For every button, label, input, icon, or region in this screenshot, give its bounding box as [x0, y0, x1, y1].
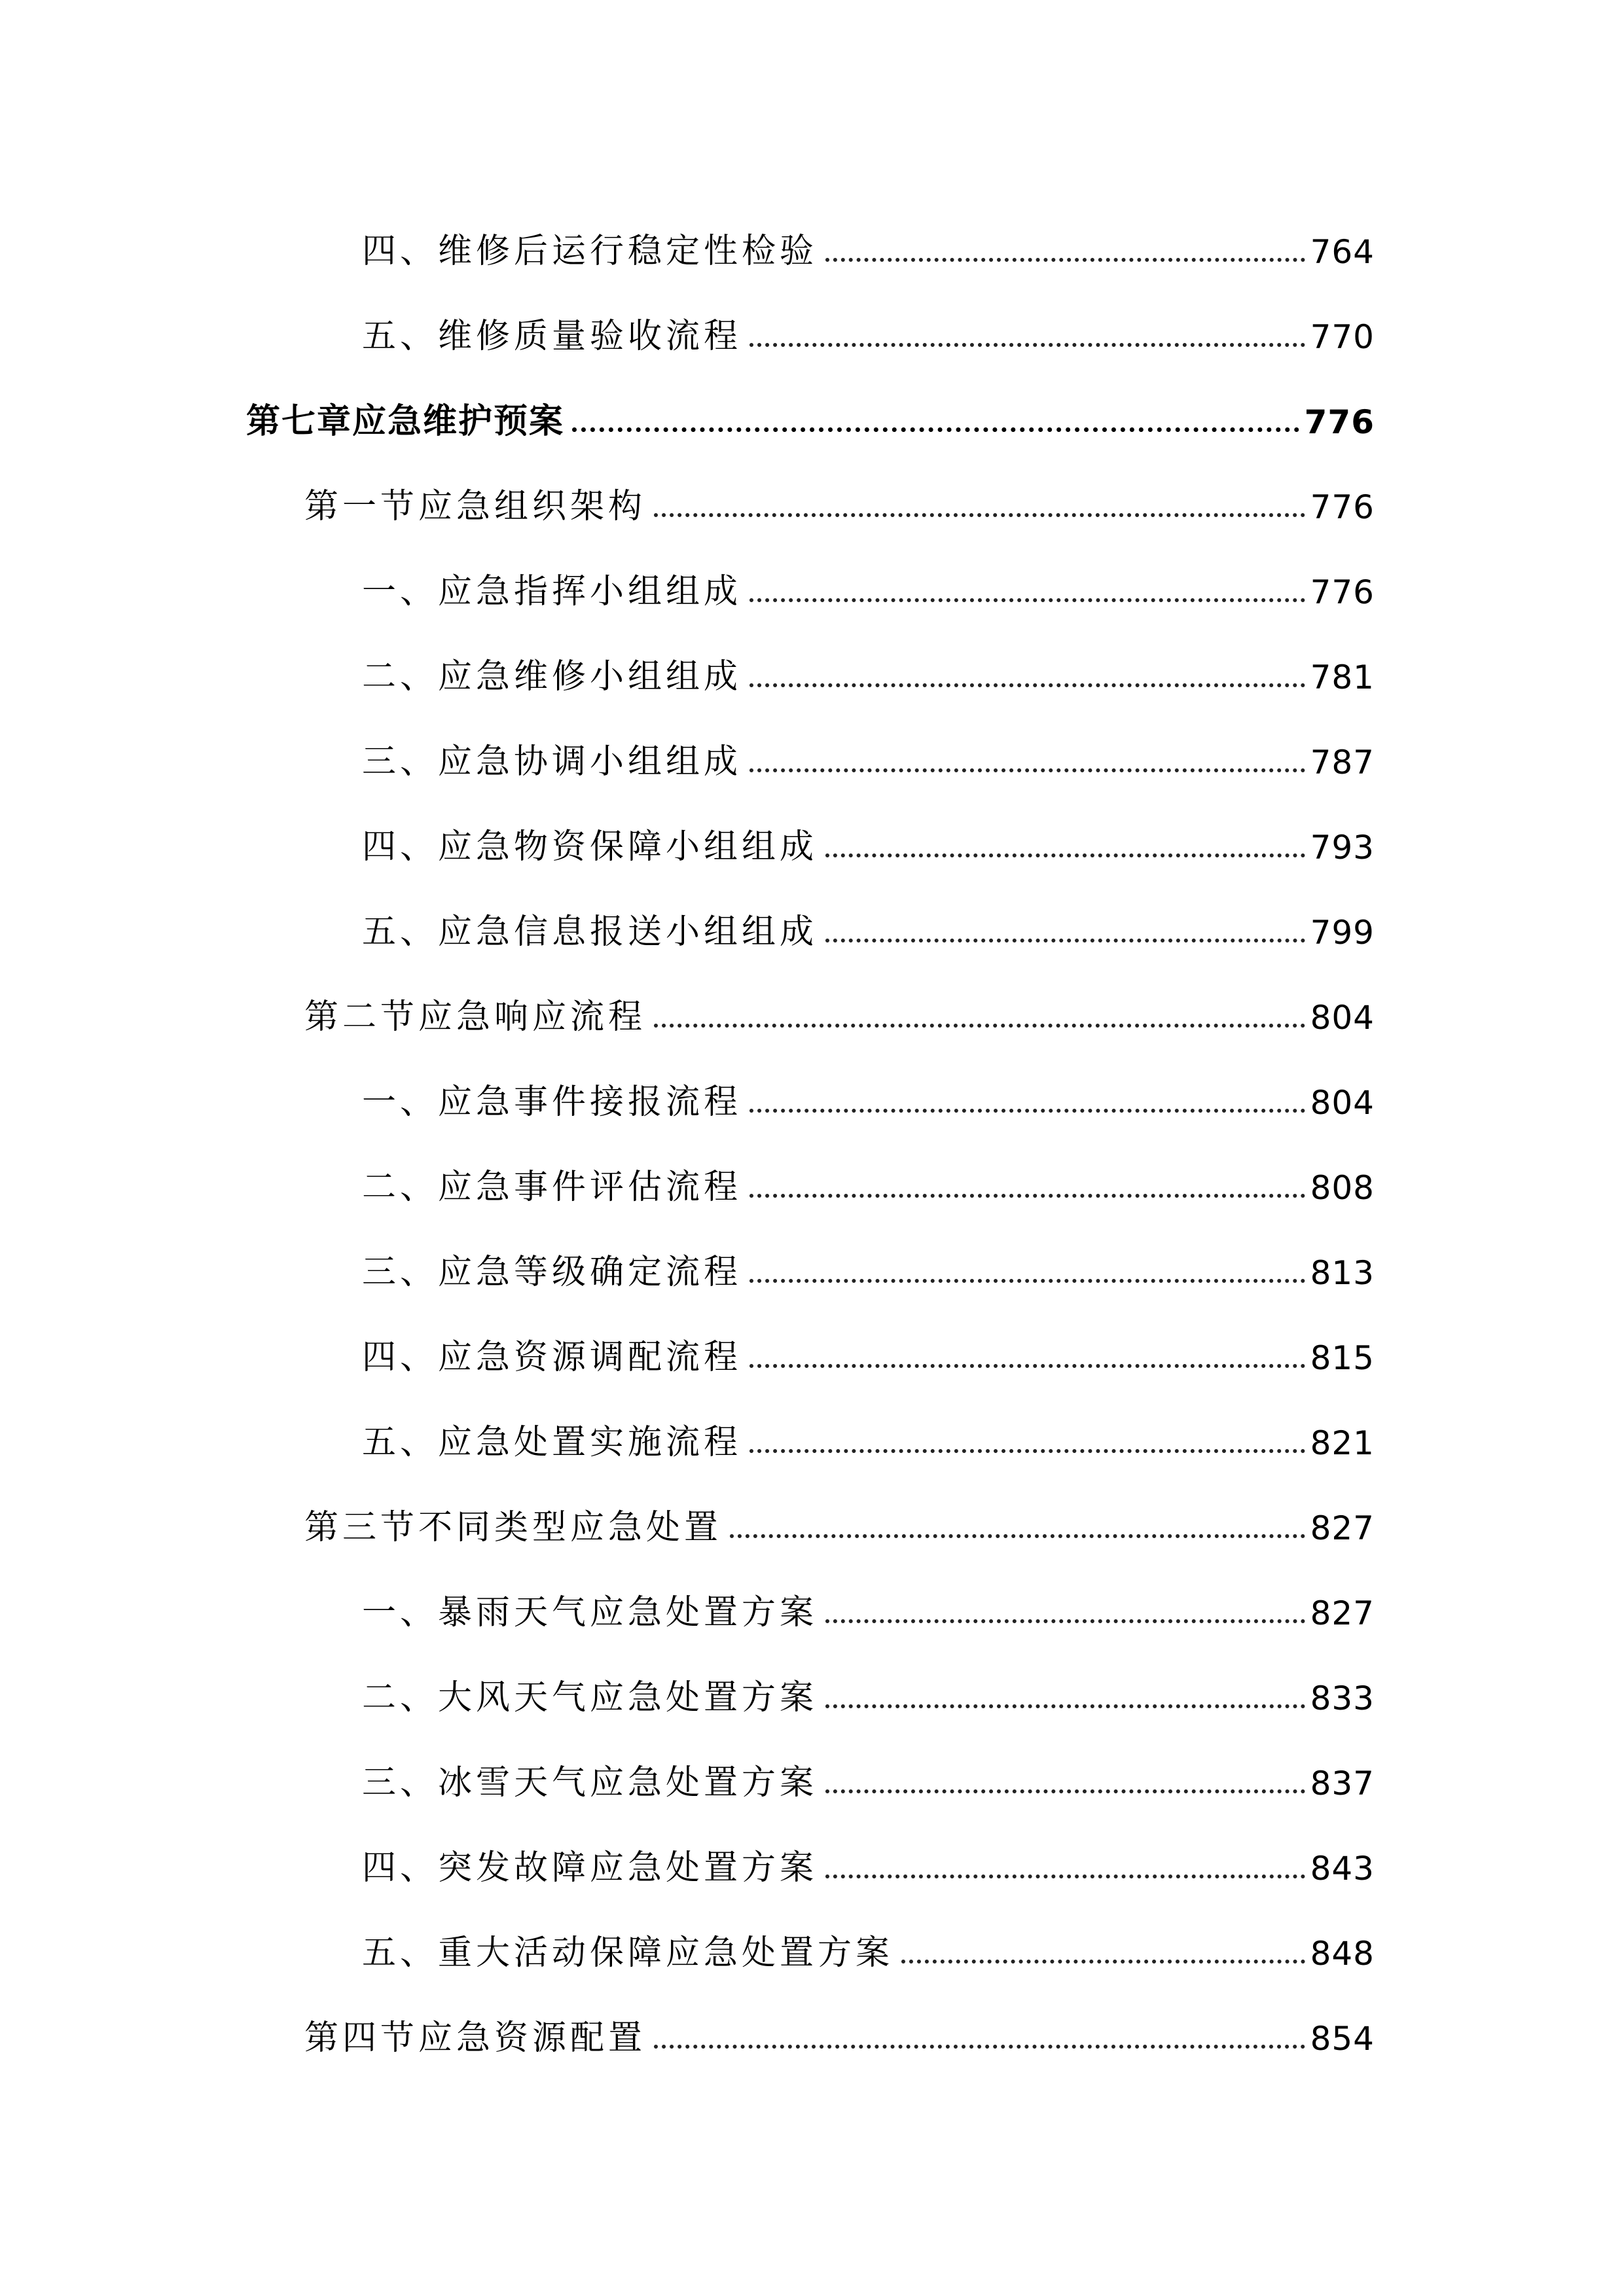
toc-entry[interactable] [362, 209, 1375, 271]
toc-entry[interactable] [362, 1401, 1375, 1460]
toc-entry-page: 821 [1310, 1424, 1375, 1462]
toc-entry[interactable] [362, 1826, 1375, 1888]
toc-entry-page: 833 [1310, 1679, 1375, 1717]
toc-entry-page: 808 [1310, 1169, 1375, 1207]
toc-entry-page: 804 [1310, 999, 1375, 1037]
toc-entry-page: 813 [1310, 1254, 1375, 1292]
dot-leader [825, 1619, 1305, 1623]
toc-entry-page: 827 [1310, 1594, 1375, 1632]
toc-entry[interactable] [362, 550, 1375, 609]
toc-section-entry[interactable] [304, 1996, 1375, 2058]
toc-entry-title: 一、暴雨天气应急处置方案 [362, 1593, 818, 1632]
toc-entry[interactable] [362, 720, 1375, 779]
dot-leader [825, 853, 1305, 857]
toc-entry[interactable] [362, 805, 1375, 867]
toc-entry-page: 776 [1310, 488, 1375, 526]
toc-section-title: 第三节不同类型应急处置 [304, 1508, 723, 1547]
toc-section-entry[interactable] [304, 1486, 1375, 1545]
toc-entry[interactable] [362, 1145, 1375, 1207]
toc-entry-page: 799 [1310, 914, 1375, 952]
dot-leader [654, 1024, 1305, 1028]
toc-entry[interactable] [362, 1741, 1375, 1803]
toc-entry[interactable] [362, 295, 1375, 356]
toc-entry-title: 五、维修质量验收流程 [362, 317, 742, 356]
dot-leader [654, 2045, 1305, 2049]
toc-entry-page: 848 [1310, 1935, 1375, 1973]
dot-leader [825, 939, 1305, 942]
toc-entry-page: 770 [1310, 318, 1375, 356]
toc-entry-title: 五、应急信息报送小组组成 [362, 912, 818, 952]
dot-leader [749, 598, 1305, 602]
toc-entry-title: 五、应急处置实施流程 [362, 1423, 742, 1462]
toc-entry-title: 四、突发故障应急处置方案 [362, 1848, 818, 1888]
toc-entry[interactable] [362, 1060, 1375, 1122]
toc-entry-title: 四、应急资源调配流程 [362, 1338, 742, 1377]
toc-entry-page: 854 [1310, 2020, 1375, 2058]
toc-chapter-entry[interactable] [246, 380, 1375, 439]
toc-entry-page: 787 [1310, 744, 1375, 781]
toc-entry-title: 二、应急事件评估流程 [362, 1168, 742, 1207]
toc-entry-title: 三、应急协调小组组成 [362, 742, 742, 781]
toc-entry-title: 五、重大活动保障应急处置方案 [362, 1933, 894, 1973]
toc-entry-page: 843 [1310, 1850, 1375, 1888]
toc-section-entry[interactable] [304, 465, 1375, 524]
toc-entry[interactable] [362, 1316, 1375, 1377]
dot-leader [730, 1534, 1305, 1538]
toc-entry-title: 二、大风天气应急处置方案 [362, 1678, 818, 1717]
toc-entry-page: 827 [1310, 1509, 1375, 1547]
dot-leader [901, 1960, 1305, 1964]
toc-entry-page: 815 [1310, 1339, 1375, 1377]
toc-entry-page: 793 [1310, 829, 1375, 867]
toc-entry[interactable] [362, 635, 1375, 694]
dot-leader [825, 1704, 1305, 1708]
dot-leader [749, 1449, 1305, 1453]
dot-leader [825, 258, 1305, 262]
toc-entry-page: 776 [1310, 573, 1375, 611]
toc-entry-title: 二、应急维修小组组成 [362, 657, 742, 696]
dot-leader [749, 683, 1305, 687]
toc-entry-title: 四、维修后运行稳定性检验 [362, 232, 818, 271]
toc-section-title: 第一节应急组织架构 [304, 487, 647, 526]
dot-leader [749, 768, 1305, 772]
dot-leader [825, 1874, 1305, 1878]
dot-leader [749, 1109, 1305, 1113]
toc-entry-title: 一、应急指挥小组组成 [362, 572, 742, 611]
toc-section-title: 第四节应急资源配置 [304, 2018, 647, 2058]
dot-leader [825, 1789, 1305, 1793]
toc-entry-title: 一、应急事件接报流程 [362, 1083, 742, 1122]
dot-leader [749, 1364, 1305, 1368]
dot-leader [749, 1194, 1305, 1198]
toc-entry-page: 804 [1310, 1084, 1375, 1122]
toc-entry[interactable] [362, 1911, 1375, 1973]
toc-entry-title: 三、冰雪天气应急处置方案 [362, 1763, 818, 1803]
toc-entry-page: 764 [1310, 233, 1375, 271]
toc-entry-page: 781 [1310, 658, 1375, 696]
dot-leader [749, 1279, 1305, 1283]
toc-entry-page: 837 [1310, 1765, 1375, 1803]
toc-section-title: 第二节应急响应流程 [304, 997, 647, 1037]
toc-chapter-title: 第七章应急维护预案 [246, 402, 565, 441]
dot-leader [749, 343, 1305, 347]
toc-entry-title: 三、应急等级确定流程 [362, 1253, 742, 1292]
toc-entry[interactable] [362, 1230, 1375, 1292]
toc-section-entry[interactable] [304, 975, 1375, 1037]
toc-entry[interactable] [362, 890, 1375, 952]
toc-entry[interactable] [362, 1571, 1375, 1630]
toc-entry-page: 776 [1304, 403, 1375, 441]
toc-entry-title: 四、应急物资保障小组组成 [362, 827, 818, 867]
dot-leader [654, 513, 1305, 517]
toc-entry[interactable] [362, 1656, 1375, 1715]
dot-leader [572, 427, 1299, 432]
